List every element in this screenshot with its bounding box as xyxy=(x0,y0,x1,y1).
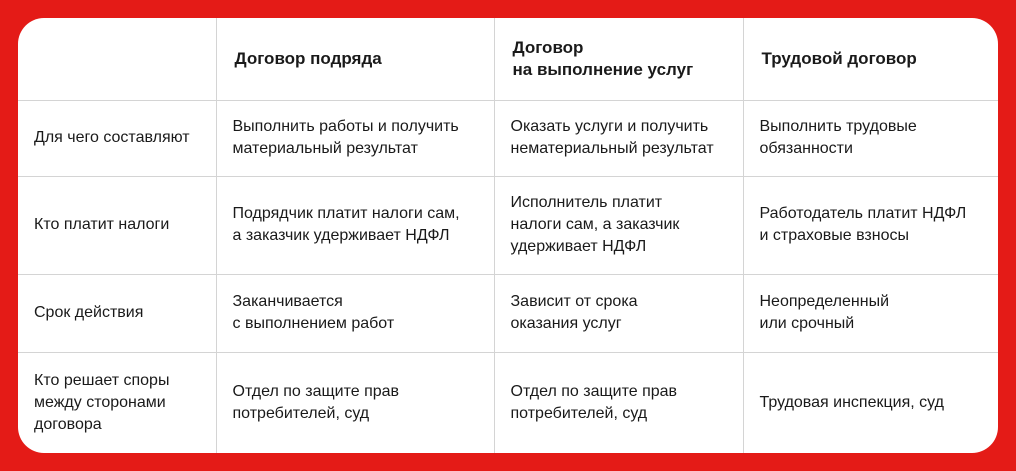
table-cell: Заканчивается с выполнением работ xyxy=(216,274,494,352)
table-row xyxy=(18,100,998,176)
table-cell: Оказать услуги и получить нематериальный результат xyxy=(494,100,743,176)
table-cell: Зависит от срока оказания услуг xyxy=(494,274,743,352)
card-frame xyxy=(18,18,998,453)
row-label: Для чего составляют xyxy=(18,100,216,176)
table-row xyxy=(18,352,998,453)
table-header-row xyxy=(18,18,998,100)
table-cell: Работодатель платит НДФЛ и страховые взносы xyxy=(743,176,998,274)
table-cell: Выполнить работы и получить материальный результат xyxy=(216,100,494,176)
table-cell: Выполнить трудовые обязанности xyxy=(743,100,998,176)
row-label: Кто решает споры между сторонами договора xyxy=(18,352,216,453)
table-cell: Неопределенный или срочный xyxy=(743,274,998,352)
header-cell-empty xyxy=(18,18,216,100)
table-cell: Отдел по защите прав потребителей, суд xyxy=(216,352,494,453)
table-cell: Исполнитель платит налоги сам, а заказчик удерживает НДФЛ xyxy=(494,176,743,274)
header-cell-contract-work: Договор подряда xyxy=(216,18,494,100)
header-cell-employment-contract: Трудовой договор xyxy=(743,18,998,100)
table-cell: Трудовая инспекция, суд xyxy=(759,393,944,411)
table-cell: Отдел по защите прав потребителей, суд xyxy=(494,352,743,453)
table-row xyxy=(18,176,998,274)
table-row xyxy=(18,274,998,352)
row-label: Кто платит налоги xyxy=(18,176,216,274)
table-cell: Подрядчик платит налоги сам, а заказчик удерживает НДФЛ xyxy=(216,176,494,274)
header-cell-service-contract: Договор на выполнение услуг xyxy=(494,18,743,100)
comparison-table xyxy=(18,18,998,453)
row-label: Срок действия xyxy=(18,274,216,352)
